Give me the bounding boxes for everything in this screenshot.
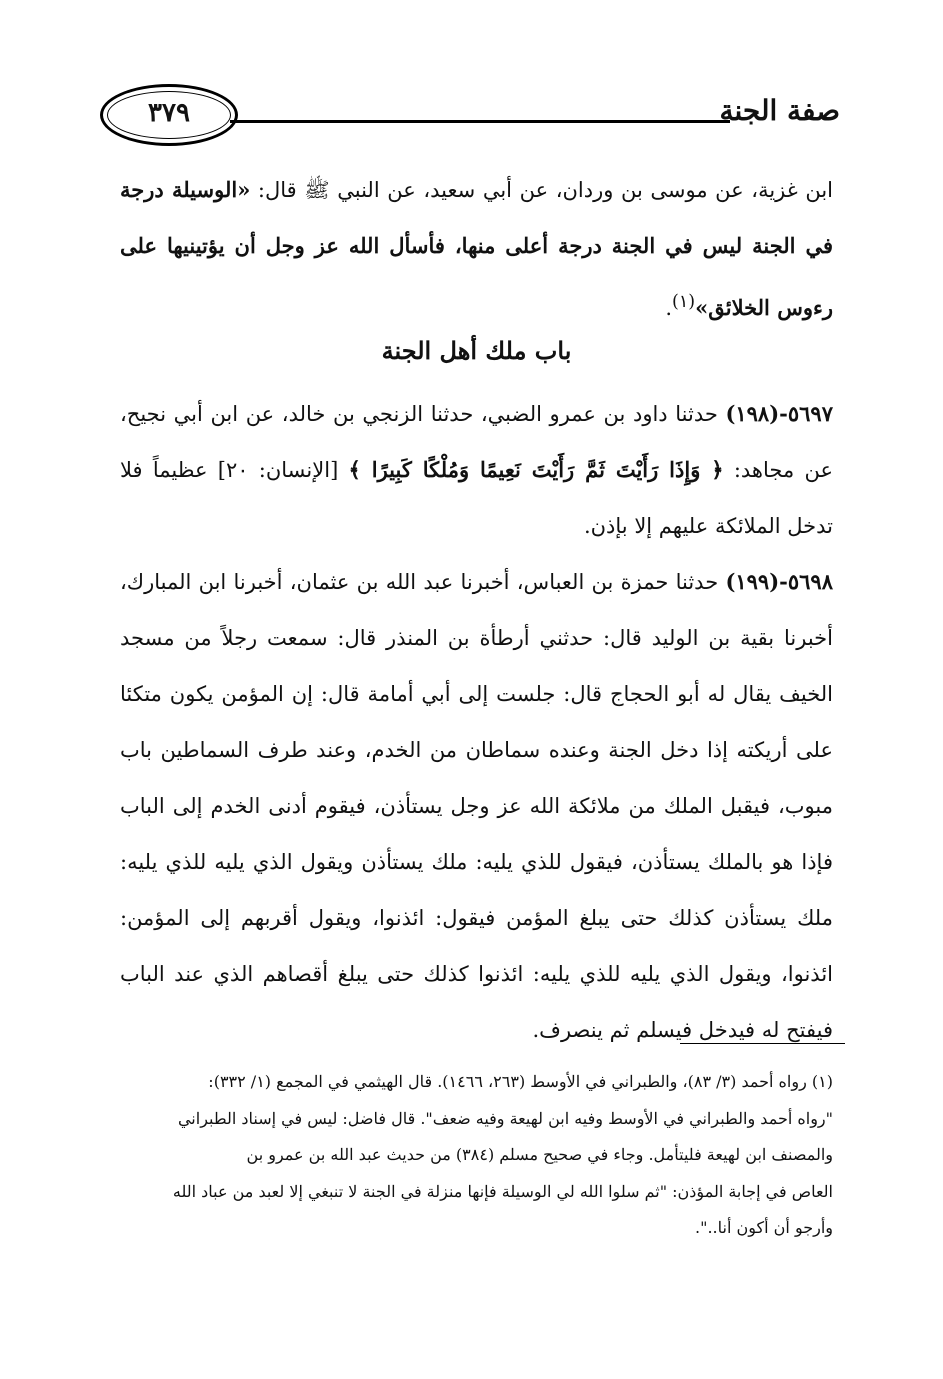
quran-verse: ﴿ وَإِذَا رَأَيْتَ ثَمَّ رَأَيْتَ نَعِيمًا وَمُلْكًا كَبِيرًا ﴾ [348,457,724,482]
footnote-line: والمصنف ابن لهيعة فليتأمل. وجاء في صحيح مسلم (٣٨٤) من حديث عبد الله بن عمرو بن [246,1145,833,1164]
footnotes [120,1064,833,1247]
hadith-text: حدثنا داود بن عمرو الضبي، حدثنا الزنجي بن خالد، عن ابن أبي نجيح، عن مجاهد: [120,402,833,482]
hadith-5698 [120,554,833,1058]
chapter-heading: باب ملك أهل الجنة [381,336,572,365]
verse-reference: [الإنسان: ٢٠] [217,458,349,482]
paragraph-continuation [120,162,833,336]
footnote-line: وأرجو أن أكون أنا..". [695,1218,833,1237]
hadith-text-end: عظيماً فلا تدخل الملائكة عليهم إلا بإذن. [120,458,833,538]
paragraph-end: . [665,296,673,320]
footnote-line: "رواه أحمد والطبراني في الأوسط وفيه ابن لهيعة وفيه ضعف". قال فاضل: ليس في إسناد الطبراني [177,1108,833,1128]
hadith-number: ٥٦٩٨-(١٩٩) [725,569,833,594]
page-header [100,84,840,154]
footnote-ref[interactable]: (١) [672,292,696,312]
footnote-line: (١) رواه أحمد (٣/ ٨٣)، والطبراني في الأوسط (٢٦٣، ١٤٦٦). قال الهيثمي في المجمع (١/ ٣٣٢): [208,1072,833,1091]
page-number-badge [100,84,238,146]
hadith-quote: «الوسيلة درجة في الجنة ليس في الجنة درجة أعلى منها، فأسأل الله عز وجل أن يؤتينيها على رءوس الخلائق» [120,177,833,320]
page-number: ٣٧٩ [148,98,190,128]
running-title: صفة الجنة [719,94,840,127]
footnote-separator [680,1043,845,1044]
hadith-5697 [120,386,833,554]
hadith-number: ٥٦٩٧-(١٩٨) [725,401,833,426]
header-rule [230,120,730,123]
hadith-text: حدثنا حمزة بن العباس، أخبرنا عبد الله بن عثمان، أخبرنا ابن المبارك، أخبرنا بقية بن الوليد قال: حدثني أرطأة بن المنذر قال: سمعت رجلاً من مسجد الخيف يقال له أبو الحجاج قال: جلست إلى أبي أمامة قال: إن المؤمن يكون متكئا على أريكته إذا دخل الجنة وعنده سماطان من الخدم، وعند طرف السماطين باب مبوب، فيقبل الملك من ملائكة الله عز وجل يستأذن، فيقوم أدنى الخدم إلى الباب فإذا هو بالملك يستأذن، فيقول للذي يليه: ملك يستأذن ويقول الذي يليه للذي يليه: ملك يستأذن كذلك حتى يبلغ المؤمن فيقول: ائذنوا، ويقول أقربهم إلى المؤمن: ائذنوا، ويقول الذي يليه للذي يليه: ائذنوا كذلك حتى يبلغ أقصاهم الذي عند الباب فيفتح له فيدخل فيسلم ثم ينصرف. [120,570,833,1042]
footnote-line: العاص في إجابة المؤذن: "ثم سلوا الله لي الوسيلة فإنها منزلة في الجنة لا تنبغي إلا لعبد من عباد الله [172,1181,833,1201]
paragraph-text: ابن غزية، عن موسى بن وردان، عن أبي سعيد، عن النبي ﷺ قال: [250,178,834,202]
